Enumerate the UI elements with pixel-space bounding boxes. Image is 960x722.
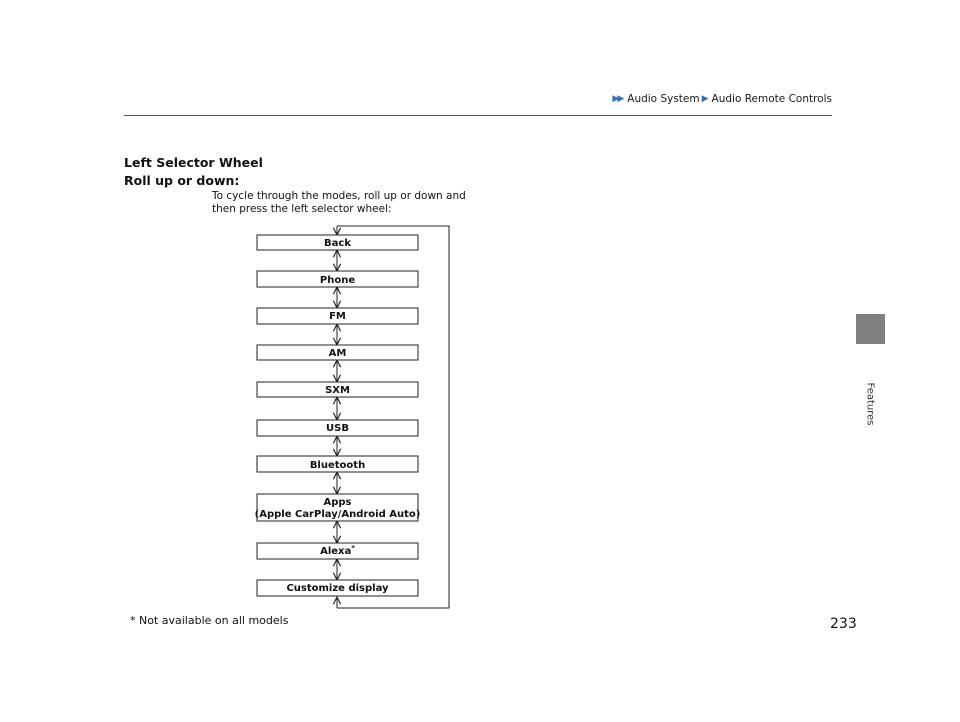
mode-box-phone <box>257 271 418 287</box>
mode-box-bluetooth <box>257 456 418 472</box>
mode-label: Phone <box>319 275 356 286</box>
section-heading: Left Selector Wheel <box>124 155 263 170</box>
svg-text:Alexa* <box>320 544 355 557</box>
double-arrow-icon: ▶▶ <box>612 94 623 104</box>
mode-box-apps <box>255 494 421 521</box>
mode-box-back <box>257 235 418 250</box>
footnote: * Not available on all models <box>130 614 289 627</box>
mode-label-sub: (Apple CarPlay/Android Auto) <box>254 509 421 520</box>
intro-text: To cycle through the modes, roll up or down and then press the left selector wheel: <box>212 190 466 215</box>
mode-box-fm <box>257 308 418 324</box>
mode-label: AM <box>328 348 347 359</box>
mode-label: Back <box>324 238 351 249</box>
mode-label: Bluetooth <box>309 460 366 471</box>
mode-label: Customize display <box>286 583 389 594</box>
arrow-icon: ▶ <box>701 94 707 104</box>
mode-label: USB <box>326 423 349 434</box>
mode-box-alexa <box>257 543 418 559</box>
breadcrumb-item[interactable]: Audio Remote Controls <box>711 93 832 105</box>
mode-label: Alexa <box>320 546 352 557</box>
section-subheading: Roll up or down: <box>124 173 240 188</box>
mode-box-customize-display <box>257 580 418 596</box>
mode-box-am <box>257 345 418 360</box>
mode-label: Apps <box>323 497 352 508</box>
page-number: 233 <box>830 616 857 632</box>
mode-label: FM <box>329 311 346 322</box>
section-tab-label: Features <box>864 382 876 426</box>
breadcrumb-item[interactable]: Audio System <box>627 93 700 105</box>
footnote-marker: * <box>351 544 355 552</box>
mode-box-sxm <box>257 382 418 397</box>
mode-label: SXM <box>325 385 350 396</box>
mode-box-usb <box>257 420 418 436</box>
